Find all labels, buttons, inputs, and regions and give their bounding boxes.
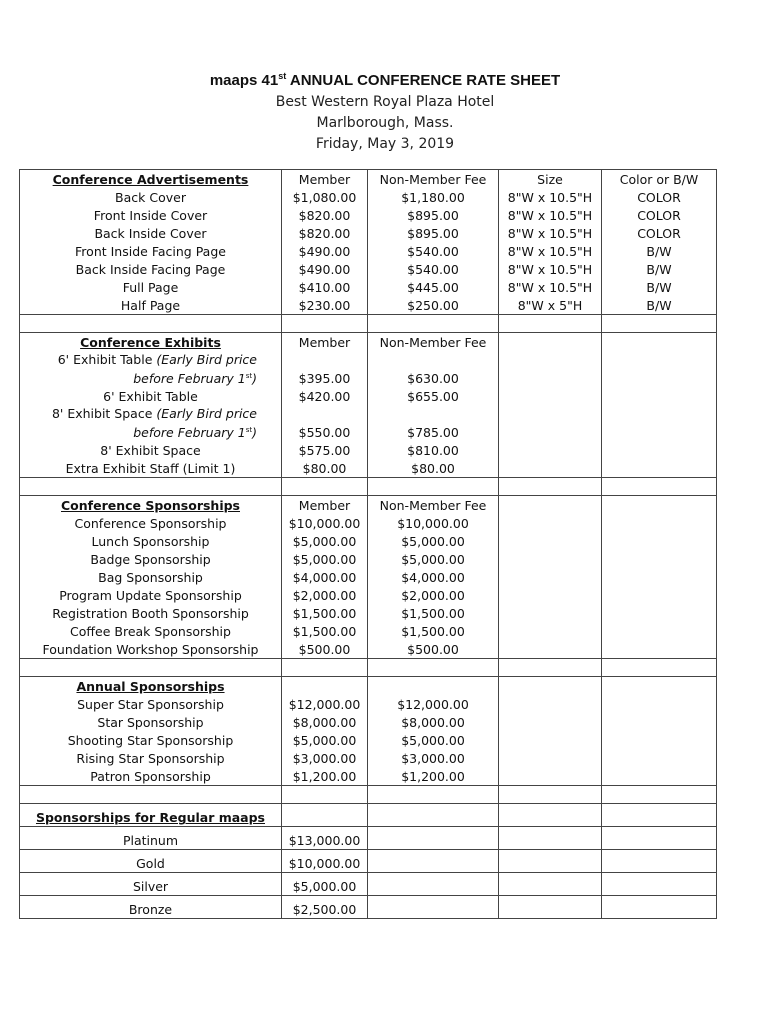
empty-cell	[602, 315, 717, 333]
column-header-size	[499, 804, 602, 827]
empty-cell	[499, 387, 602, 405]
empty-cell	[499, 459, 602, 478]
document-header	[0, 70, 770, 155]
exhibit-name-text: 8' Exhibit Space	[51, 406, 157, 422]
city-name: Marlborough, Mass.	[316, 115, 454, 131]
section-heading-text: Conference Exhibits	[80, 335, 221, 350]
empty-cell	[602, 873, 717, 896]
empty-cell	[602, 351, 717, 387]
empty-cell	[602, 850, 717, 873]
nonmember-fee: $630.00	[368, 351, 499, 387]
ad-color: B/W	[602, 296, 717, 315]
table-row	[20, 873, 717, 896]
member-fee: $5,000.00	[282, 550, 368, 568]
tier-name: Bronze	[20, 896, 282, 919]
early-bird-close: )	[252, 371, 257, 387]
nonmember-fee: $10,000.00	[368, 514, 499, 532]
ad-color: COLOR	[602, 188, 717, 206]
sponsorship-name: Rising Star Sponsorship	[20, 749, 282, 767]
title-text-rest: ANNUAL CONFERENCE RATE SHEET	[286, 72, 561, 89]
member-fee: $490.00	[282, 242, 368, 260]
section-heading	[20, 804, 282, 827]
empty-cell	[499, 873, 602, 896]
exhibit-name	[20, 405, 282, 441]
early-bird-close: )	[252, 425, 257, 441]
table-row	[20, 188, 717, 206]
ad-name: Front Inside Cover	[20, 206, 282, 224]
empty-cell	[499, 896, 602, 919]
ad-size: 8"W x 5"H	[499, 296, 602, 315]
empty-cell	[20, 478, 282, 496]
member-fee: $5,000.00	[282, 873, 368, 896]
empty-cell	[602, 568, 717, 586]
column-header-color: Color or B/W	[602, 170, 717, 189]
table-row	[20, 206, 717, 224]
ad-color: B/W	[602, 278, 717, 296]
sponsorship-name: Star Sponsorship	[20, 713, 282, 731]
section-heading	[20, 170, 282, 189]
exhibit-name: 6' Exhibit Table	[20, 387, 282, 405]
table-row	[20, 604, 717, 622]
table-row	[20, 278, 717, 296]
ad-name: Front Inside Facing Page	[20, 242, 282, 260]
empty-cell	[499, 640, 602, 659]
title-text: maaps 41	[209, 72, 279, 89]
nonmember-fee: $810.00	[368, 441, 499, 459]
exhibit-name	[20, 351, 282, 387]
nonmember-fee: $540.00	[368, 242, 499, 260]
table-row	[20, 351, 717, 387]
member-fee: $8,000.00	[282, 713, 368, 731]
ad-size: 8"W x 10.5"H	[499, 278, 602, 296]
empty-cell	[602, 405, 717, 441]
empty-cell	[368, 896, 499, 919]
exhibit-name: 8' Exhibit Space	[20, 441, 282, 459]
nonmember-fee: $8,000.00	[368, 713, 499, 731]
column-header-color	[602, 496, 717, 515]
member-fee: $490.00	[282, 260, 368, 278]
nonmember-fee: $4,000.00	[368, 568, 499, 586]
member-fee: $3,000.00	[282, 749, 368, 767]
member-fee: $80.00	[282, 459, 368, 478]
member-fee: $500.00	[282, 640, 368, 659]
empty-cell	[499, 731, 602, 749]
ad-size: 8"W x 10.5"H	[499, 242, 602, 260]
empty-cell	[602, 640, 717, 659]
nonmember-fee: $895.00	[368, 224, 499, 242]
member-fee: $13,000.00	[282, 827, 368, 850]
table-row	[20, 659, 717, 677]
empty-cell	[602, 586, 717, 604]
column-header-nonmember: Non-Member Fee	[368, 333, 499, 352]
nonmember-fee: $500.00	[368, 640, 499, 659]
nonmember-fee: $895.00	[368, 206, 499, 224]
empty-cell	[20, 315, 282, 333]
table-row	[20, 224, 717, 242]
empty-cell	[368, 786, 499, 804]
empty-cell	[499, 568, 602, 586]
table-row	[20, 568, 717, 586]
member-fee: $1,200.00	[282, 767, 368, 786]
column-header-member: Member	[282, 496, 368, 515]
section-heading-text: Annual Sponsorships	[76, 679, 225, 695]
sponsorship-name: Lunch Sponsorship	[20, 532, 282, 550]
table-row	[20, 640, 717, 659]
table-row	[20, 387, 717, 405]
member-fee: $4,000.00	[282, 568, 368, 586]
nonmember-fee: $3,000.00	[368, 749, 499, 767]
empty-cell	[602, 387, 717, 405]
member-fee: $5,000.00	[282, 532, 368, 550]
nonmember-fee: $540.00	[368, 260, 499, 278]
empty-cell	[602, 896, 717, 919]
nonmember-fee: $12,000.00	[368, 695, 499, 713]
ad-name: Back Inside Cover	[20, 224, 282, 242]
member-fee: $230.00	[282, 296, 368, 315]
empty-cell	[602, 827, 717, 850]
nonmember-fee: $250.00	[368, 296, 499, 315]
member-fee: $10,000.00	[282, 514, 368, 532]
ad-size: 8"W x 10.5"H	[499, 224, 602, 242]
table-row	[20, 850, 717, 873]
member-fee: $1,500.00	[282, 622, 368, 640]
empty-cell	[499, 850, 602, 873]
table-row	[20, 713, 717, 731]
empty-cell	[499, 749, 602, 767]
section-heading-text: Conference Sponsorships	[61, 498, 240, 514]
nonmember-fee: $1,200.00	[368, 767, 499, 786]
table-row	[20, 170, 717, 189]
empty-cell	[602, 767, 717, 786]
section-heading	[20, 333, 282, 352]
empty-cell	[602, 713, 717, 731]
empty-cell	[499, 441, 602, 459]
column-header-nonmember: Non-Member Fee	[368, 170, 499, 189]
table-row	[20, 459, 717, 478]
early-bird-note: (Early Bird price before February 1	[133, 406, 257, 441]
tier-name: Silver	[20, 873, 282, 896]
member-fee: $2,500.00	[282, 896, 368, 919]
empty-cell	[499, 622, 602, 640]
member-fee: $410.00	[282, 278, 368, 296]
empty-cell	[602, 550, 717, 568]
sponsorship-name: Foundation Workshop Sponsorship	[20, 640, 282, 659]
empty-cell	[602, 478, 717, 496]
empty-cell	[20, 786, 282, 804]
section-heading-text: Conference Advertisements	[52, 172, 249, 187]
member-fee: $820.00	[282, 206, 368, 224]
member-fee: $395.00	[282, 351, 368, 387]
column-header-nonmember	[368, 804, 499, 827]
empty-cell	[282, 659, 368, 677]
member-fee: $1,500.00	[282, 604, 368, 622]
ad-size: 8"W x 10.5"H	[499, 206, 602, 224]
table-row	[20, 532, 717, 550]
column-header-member	[282, 677, 368, 696]
sponsorship-name: Conference Sponsorship	[20, 514, 282, 532]
nonmember-fee: $5,000.00	[368, 731, 499, 749]
early-bird-sup: st	[245, 372, 253, 380]
sponsorship-name: Shooting Star Sponsorship	[20, 731, 282, 749]
nonmember-fee: $1,500.00	[368, 622, 499, 640]
table-row	[20, 586, 717, 604]
table-row	[20, 315, 717, 333]
ad-name: Back Inside Facing Page	[20, 260, 282, 278]
nonmember-fee: $80.00	[368, 459, 499, 478]
member-fee: $10,000.00	[282, 850, 368, 873]
empty-cell	[499, 659, 602, 677]
empty-cell	[499, 786, 602, 804]
exhibit-name: Extra Exhibit Staff (Limit 1)	[20, 459, 282, 478]
empty-cell	[499, 351, 602, 387]
empty-cell	[602, 532, 717, 550]
nonmember-fee: $655.00	[368, 387, 499, 405]
empty-cell	[499, 827, 602, 850]
sponsorship-name: Program Update Sponsorship	[20, 586, 282, 604]
exhibit-name-text: 6' Exhibit Table	[57, 352, 157, 367]
ad-color: COLOR	[602, 224, 717, 242]
column-header-size	[499, 677, 602, 696]
column-header-member: Member	[282, 170, 368, 189]
column-header-member	[282, 804, 368, 827]
column-header-nonmember	[368, 677, 499, 696]
nonmember-fee: $785.00	[368, 405, 499, 441]
member-fee: $575.00	[282, 441, 368, 459]
column-header-member: Member	[282, 333, 368, 352]
early-bird-note: (Early Bird price before February 1	[133, 352, 257, 387]
empty-cell	[602, 731, 717, 749]
empty-cell	[499, 604, 602, 622]
empty-cell	[602, 695, 717, 713]
nonmember-fee: $5,000.00	[368, 550, 499, 568]
table-row	[20, 333, 717, 352]
table-row	[20, 767, 717, 786]
empty-cell	[368, 315, 499, 333]
table-row	[20, 405, 717, 441]
column-header-size	[499, 333, 602, 352]
ad-color: COLOR	[602, 206, 717, 224]
empty-cell	[368, 850, 499, 873]
empty-cell	[499, 695, 602, 713]
early-bird-sup: st	[245, 426, 253, 435]
section-heading	[20, 496, 282, 515]
ad-name: Back Cover	[20, 188, 282, 206]
column-header-size	[499, 496, 602, 515]
empty-cell	[602, 786, 717, 804]
empty-cell	[499, 550, 602, 568]
table-row	[20, 622, 717, 640]
column-header-color	[602, 333, 717, 352]
empty-cell	[602, 441, 717, 459]
member-fee: $5,000.00	[282, 731, 368, 749]
ad-color: B/W	[602, 260, 717, 278]
sponsorship-name: Super Star Sponsorship	[20, 695, 282, 713]
tier-name: Platinum	[20, 827, 282, 850]
sponsorship-name: Coffee Break Sponsorship	[20, 622, 282, 640]
sponsorship-name: Patron Sponsorship	[20, 767, 282, 786]
hotel-name: Best Western Royal Plaza Hotel	[275, 94, 495, 110]
nonmember-fee: $2,000.00	[368, 586, 499, 604]
table-row	[20, 441, 717, 459]
nonmember-fee: $5,000.00	[368, 532, 499, 550]
empty-cell	[499, 478, 602, 496]
nonmember-fee: $445.00	[368, 278, 499, 296]
rate-table	[19, 169, 717, 919]
empty-cell	[602, 459, 717, 478]
column-header-color	[602, 804, 717, 827]
empty-cell	[20, 659, 282, 677]
table-row	[20, 677, 717, 696]
empty-cell	[499, 315, 602, 333]
section-heading	[20, 677, 282, 696]
empty-cell	[499, 767, 602, 786]
member-fee: $12,000.00	[282, 695, 368, 713]
empty-cell	[282, 478, 368, 496]
section-heading-text: Sponsorships for Regular maaps	[35, 810, 265, 826]
sponsorship-name: Bag Sponsorship	[20, 568, 282, 586]
event-date: Friday, May 3, 2019	[315, 136, 455, 152]
empty-cell	[602, 604, 717, 622]
member-fee: $1,080.00	[282, 188, 368, 206]
ad-size: 8"W x 10.5"H	[499, 188, 602, 206]
sponsorship-name: Badge Sponsorship	[20, 550, 282, 568]
empty-cell	[282, 315, 368, 333]
table-row	[20, 514, 717, 532]
nonmember-fee: $1,500.00	[368, 604, 499, 622]
table-row	[20, 296, 717, 315]
table-row	[20, 896, 717, 919]
title-superscript: st	[278, 71, 287, 81]
empty-cell	[368, 478, 499, 496]
empty-cell	[499, 713, 602, 731]
empty-cell	[602, 622, 717, 640]
sponsorship-name: Registration Booth Sponsorship	[20, 604, 282, 622]
table-row	[20, 827, 717, 850]
nonmember-fee: $1,180.00	[368, 188, 499, 206]
empty-cell	[602, 749, 717, 767]
table-row	[20, 496, 717, 515]
table-row	[20, 804, 717, 827]
empty-cell	[368, 659, 499, 677]
empty-cell	[499, 405, 602, 441]
table-row	[20, 786, 717, 804]
ad-color: B/W	[602, 242, 717, 260]
member-fee: $420.00	[282, 387, 368, 405]
table-row	[20, 749, 717, 767]
column-header-size: Size	[499, 170, 602, 189]
empty-cell	[499, 514, 602, 532]
table-row	[20, 478, 717, 496]
empty-cell	[602, 659, 717, 677]
column-header-nonmember: Non-Member Fee	[368, 496, 499, 515]
ad-name: Full Page	[20, 278, 282, 296]
tier-name: Gold	[20, 850, 282, 873]
table-row	[20, 260, 717, 278]
column-header-color	[602, 677, 717, 696]
empty-cell	[499, 586, 602, 604]
empty-cell	[602, 514, 717, 532]
table-row	[20, 695, 717, 713]
ad-name: Half Page	[20, 296, 282, 315]
empty-cell	[368, 873, 499, 896]
table-row	[20, 731, 717, 749]
table-row	[20, 242, 717, 260]
empty-cell	[282, 786, 368, 804]
empty-cell	[368, 827, 499, 850]
table-row	[20, 550, 717, 568]
ad-size: 8"W x 10.5"H	[499, 260, 602, 278]
document-title	[0, 70, 770, 92]
member-fee: $550.00	[282, 405, 368, 441]
member-fee: $820.00	[282, 224, 368, 242]
empty-cell	[499, 532, 602, 550]
member-fee: $2,000.00	[282, 586, 368, 604]
